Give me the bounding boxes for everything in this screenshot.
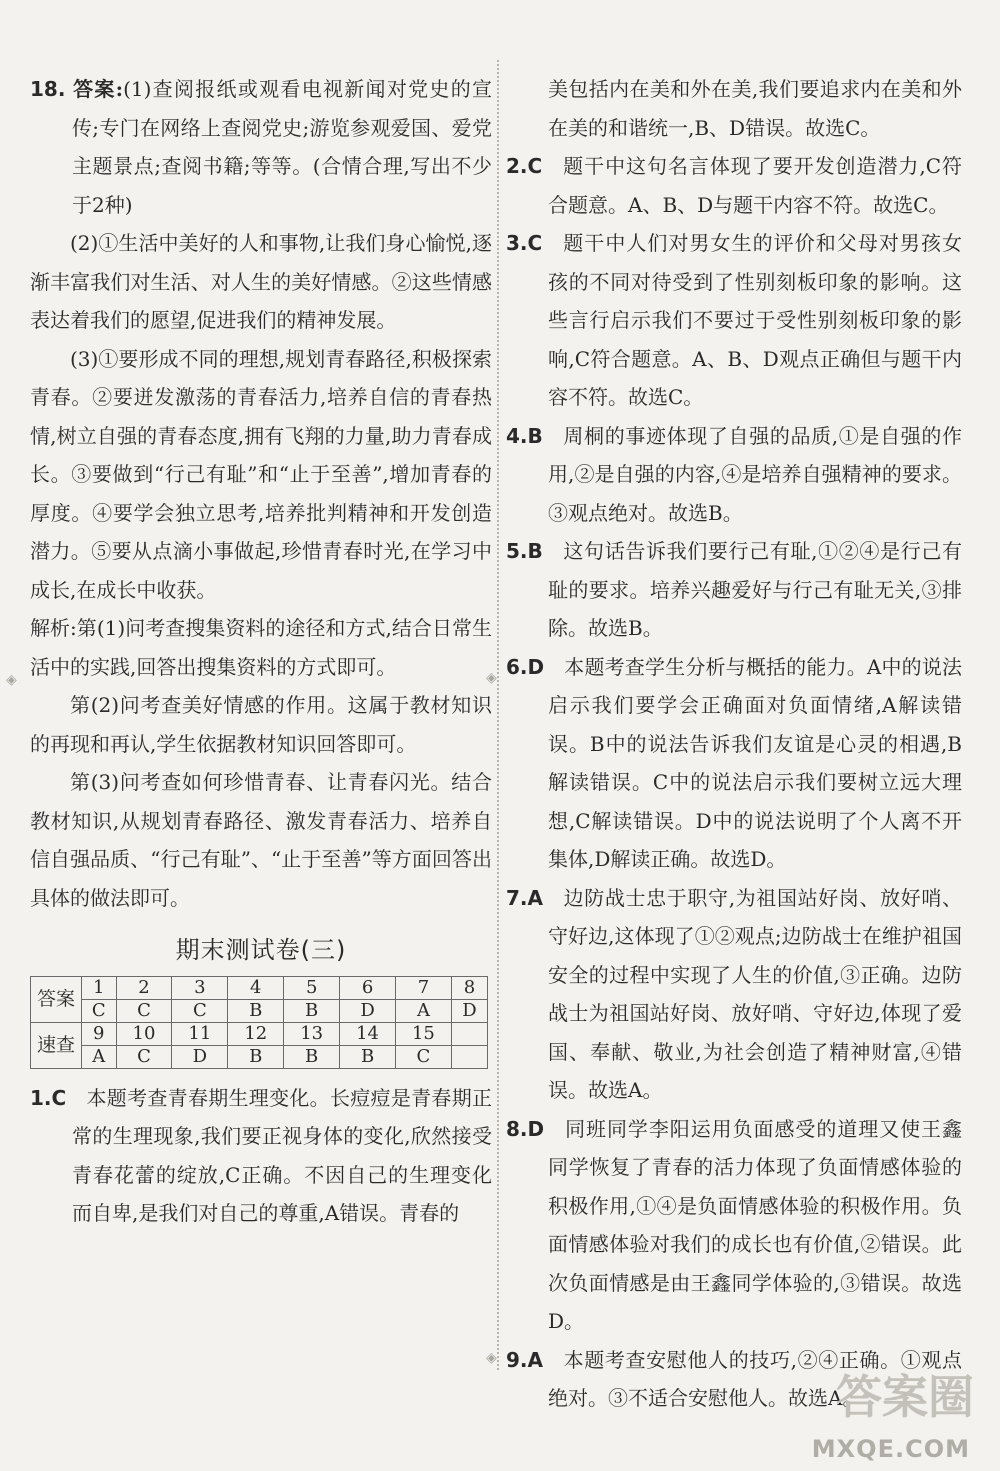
watermark-text: 答案圈 xyxy=(836,1370,974,1424)
answer-text: 周桐的事迹体现了自强的品质,①是自强的作用,②是自强的内容,④是培养自强精神的要求。③观点绝对。故选B。 xyxy=(548,423,962,525)
answer-text: 题干中这句名言体现了要开发创造潜力,C符合题意。A、B、D与题干内容不符。故选C。 xyxy=(548,154,962,217)
table-cell: C xyxy=(116,999,172,1022)
table-cell: 15 xyxy=(396,1022,452,1045)
answer-text: 题干中人们对男女生的评价和父母对男孩女孩的不同对待受到了性别刻板印象的影响。这些言行启示我们不要过于受性别刻板印象的影响,C符合题意。A、B、D观点正确但与题干内容不符。故选C。 xyxy=(548,231,962,409)
table-cell: B xyxy=(228,1045,284,1068)
table-cell: 1 xyxy=(82,976,117,999)
q18-analysis-3: 第(3)问考查如何珍惜青春、让青春闪光。结合教材知识,从规划青春路径、激发青春活力、培养自信自强品质、“行己有耻”、“止于至善”等方面回答出具体的做法即可。 xyxy=(30,770,492,910)
answer-text: 本题考查学生分析与概括的能力。A中的说法启示我们要学会正确面对负面情绪,A解读错误。B中的说法告诉我们友谊是心灵的相遇,B解读错误。C中的说法启示我们要树立远大理想,C解读错误。D中的说法说明了个人离不开集体,D解读正确。故选D。 xyxy=(548,654,962,871)
q1-text: 本题考查青春期生理变化。长痘痘是青春期正常的生理现象,我们要正视身体的变化,欣然接受青春花蕾的绽放,C正确。不因自己的生理变化而自卑,是我们对自己的尊重,A错误。青春的 xyxy=(72,1085,492,1225)
dot-ornament: ◈ xyxy=(486,1350,497,1366)
question-number: 9.A xyxy=(506,1347,543,1372)
table-cell: 6 xyxy=(340,976,396,999)
table-cell: 10 xyxy=(116,1022,172,1045)
table-cell: C xyxy=(116,1045,172,1068)
table-cell: 5 xyxy=(284,976,340,999)
table-cell: B xyxy=(284,999,340,1022)
q4-answer xyxy=(506,417,962,533)
table-cell: D xyxy=(340,999,396,1022)
question-number: 5.B xyxy=(506,539,543,563)
table-cell: C xyxy=(82,999,117,1022)
answer-text: 本题考查安慰他人的技巧,②④正确。①观点绝对。③不适合安慰他人。故选A。 xyxy=(548,1347,962,1410)
column-divider xyxy=(497,60,499,1370)
watermark-url: MXQE.COM xyxy=(811,1435,970,1463)
table-cell: 9 xyxy=(82,1022,117,1045)
section-title: 期末测试卷(三) xyxy=(175,936,347,964)
table-cell: D xyxy=(172,1045,228,1068)
table-cell xyxy=(451,1045,487,1068)
table-cell: B xyxy=(284,1045,340,1068)
table-cell: 11 xyxy=(172,1022,228,1045)
table-label: 答案 xyxy=(31,976,82,1022)
q8-answer xyxy=(506,1110,962,1341)
q7-answer xyxy=(506,879,962,1110)
question-number: 4.B xyxy=(506,423,543,448)
table-cell: D xyxy=(451,999,487,1022)
q6-answer xyxy=(506,648,962,879)
question-number: 1.C xyxy=(30,1085,67,1110)
table-cell: C xyxy=(396,1045,452,1068)
q2-answer xyxy=(506,147,962,224)
table-cell: 14 xyxy=(340,1022,396,1045)
question-number: 3.C xyxy=(506,231,543,255)
answer-label: 答案: xyxy=(73,77,124,101)
left-column xyxy=(30,70,492,1233)
q1-answer xyxy=(30,1079,492,1233)
answer-table xyxy=(30,976,488,1069)
table-cell: B xyxy=(340,1045,396,1068)
answer-text: 同班同学李阳运用负面感受的道理又使王鑫同学恢复了青春的活力体现了负面情感体验的积极作用,①④是负面情感体验的积极作用。负面情感体验对我们的成长也有价值,②错误。此次负面情感是由王鑫同学体验的,③错误。故选D。 xyxy=(548,1116,962,1333)
table-cell xyxy=(451,1022,487,1045)
answer-text: 这句话告诉我们要行己有耻,①②④是行己有耻的要求。培养兴趣爱好与行己有耻无关,③排除。故选B。 xyxy=(548,539,962,640)
right-column xyxy=(506,70,962,1418)
q18-part1: (1)查阅报纸或观看电视新闻对党史的宣传;专门在网络上查阅党史;游览参观爱国、爱党主题景点;查阅书籍;等等。(合情合理,写出不少于2种) xyxy=(72,77,492,217)
table-cell: 12 xyxy=(228,1022,284,1045)
table-cell: 8 xyxy=(451,976,487,999)
q18-analysis: 解析:第(1)问考查搜集资料的途径和方式,结合日常生活中的实践,回答出搜集资料的方式即可。 xyxy=(30,616,492,679)
q18-part2: (2)①生活中美好的人和事物,让我们身心愉悦,逐渐丰富我们对生活、对人生的美好情感。②这些情感表达着我们的愿望,促进我们的精神发展。 xyxy=(30,231,492,332)
dot-ornament: ◈ xyxy=(486,670,497,686)
table-label: 速查 xyxy=(31,1022,82,1068)
table-cell: C xyxy=(172,999,228,1022)
answer-text: 边防战士忠于职守,为祖国站好岗、放好哨、守好边,这体现了①②观点;边防战士在维护祖国安全的过程中实现了人生的价值,③正确。边防战士为祖国站好岗、放好哨、守好边,体现了爱国、奉献、敬业,为社会创造了精神财富,④错误。故选A。 xyxy=(548,885,962,1102)
q5-answer xyxy=(506,532,962,648)
dot-ornament: ◈ xyxy=(6,672,17,688)
q3-answer xyxy=(506,224,962,417)
table-cell: A xyxy=(396,999,452,1022)
table-cell: B xyxy=(228,999,284,1022)
table-cell: 4 xyxy=(228,976,284,999)
table-cell: 2 xyxy=(116,976,172,999)
table-cell: A xyxy=(82,1045,117,1068)
q18-part3: (3)①要形成不同的理想,规划青春路径,积极探索青春。②要迸发激荡的青春活力,培养自信的青春热情,树立自强的青春态度,拥有飞翔的力量,助力青春成长。③要做到“行己有耻”和“止于至善”,增加青春的厚度。④要学会独立思考,培养批判精神和开发创造潜力。⑤要从点滴小事做起,珍惜青春时光,在学习中成长,在成长中收获。 xyxy=(30,346,492,602)
q1-continued: 美包括内在美和外在美,我们要追求内在美和外在美的和谐统一,B、D错误。故选C。 xyxy=(548,77,962,140)
question-number: 8.D xyxy=(506,1116,545,1141)
table-cell: 3 xyxy=(172,976,228,999)
q18-analysis-2: 第(2)问考查美好情感的作用。这属于教材知识的再现和再认,学生依据教材知识回答即可。 xyxy=(30,693,492,756)
table-cell: 13 xyxy=(284,1022,340,1045)
table-cell: 7 xyxy=(396,976,452,999)
question-number: 2.C xyxy=(506,154,543,178)
question-number: 7.A xyxy=(506,885,543,910)
question-number: 18. xyxy=(30,77,66,101)
q18-answer xyxy=(30,70,492,224)
question-number: 6.D xyxy=(506,654,545,679)
